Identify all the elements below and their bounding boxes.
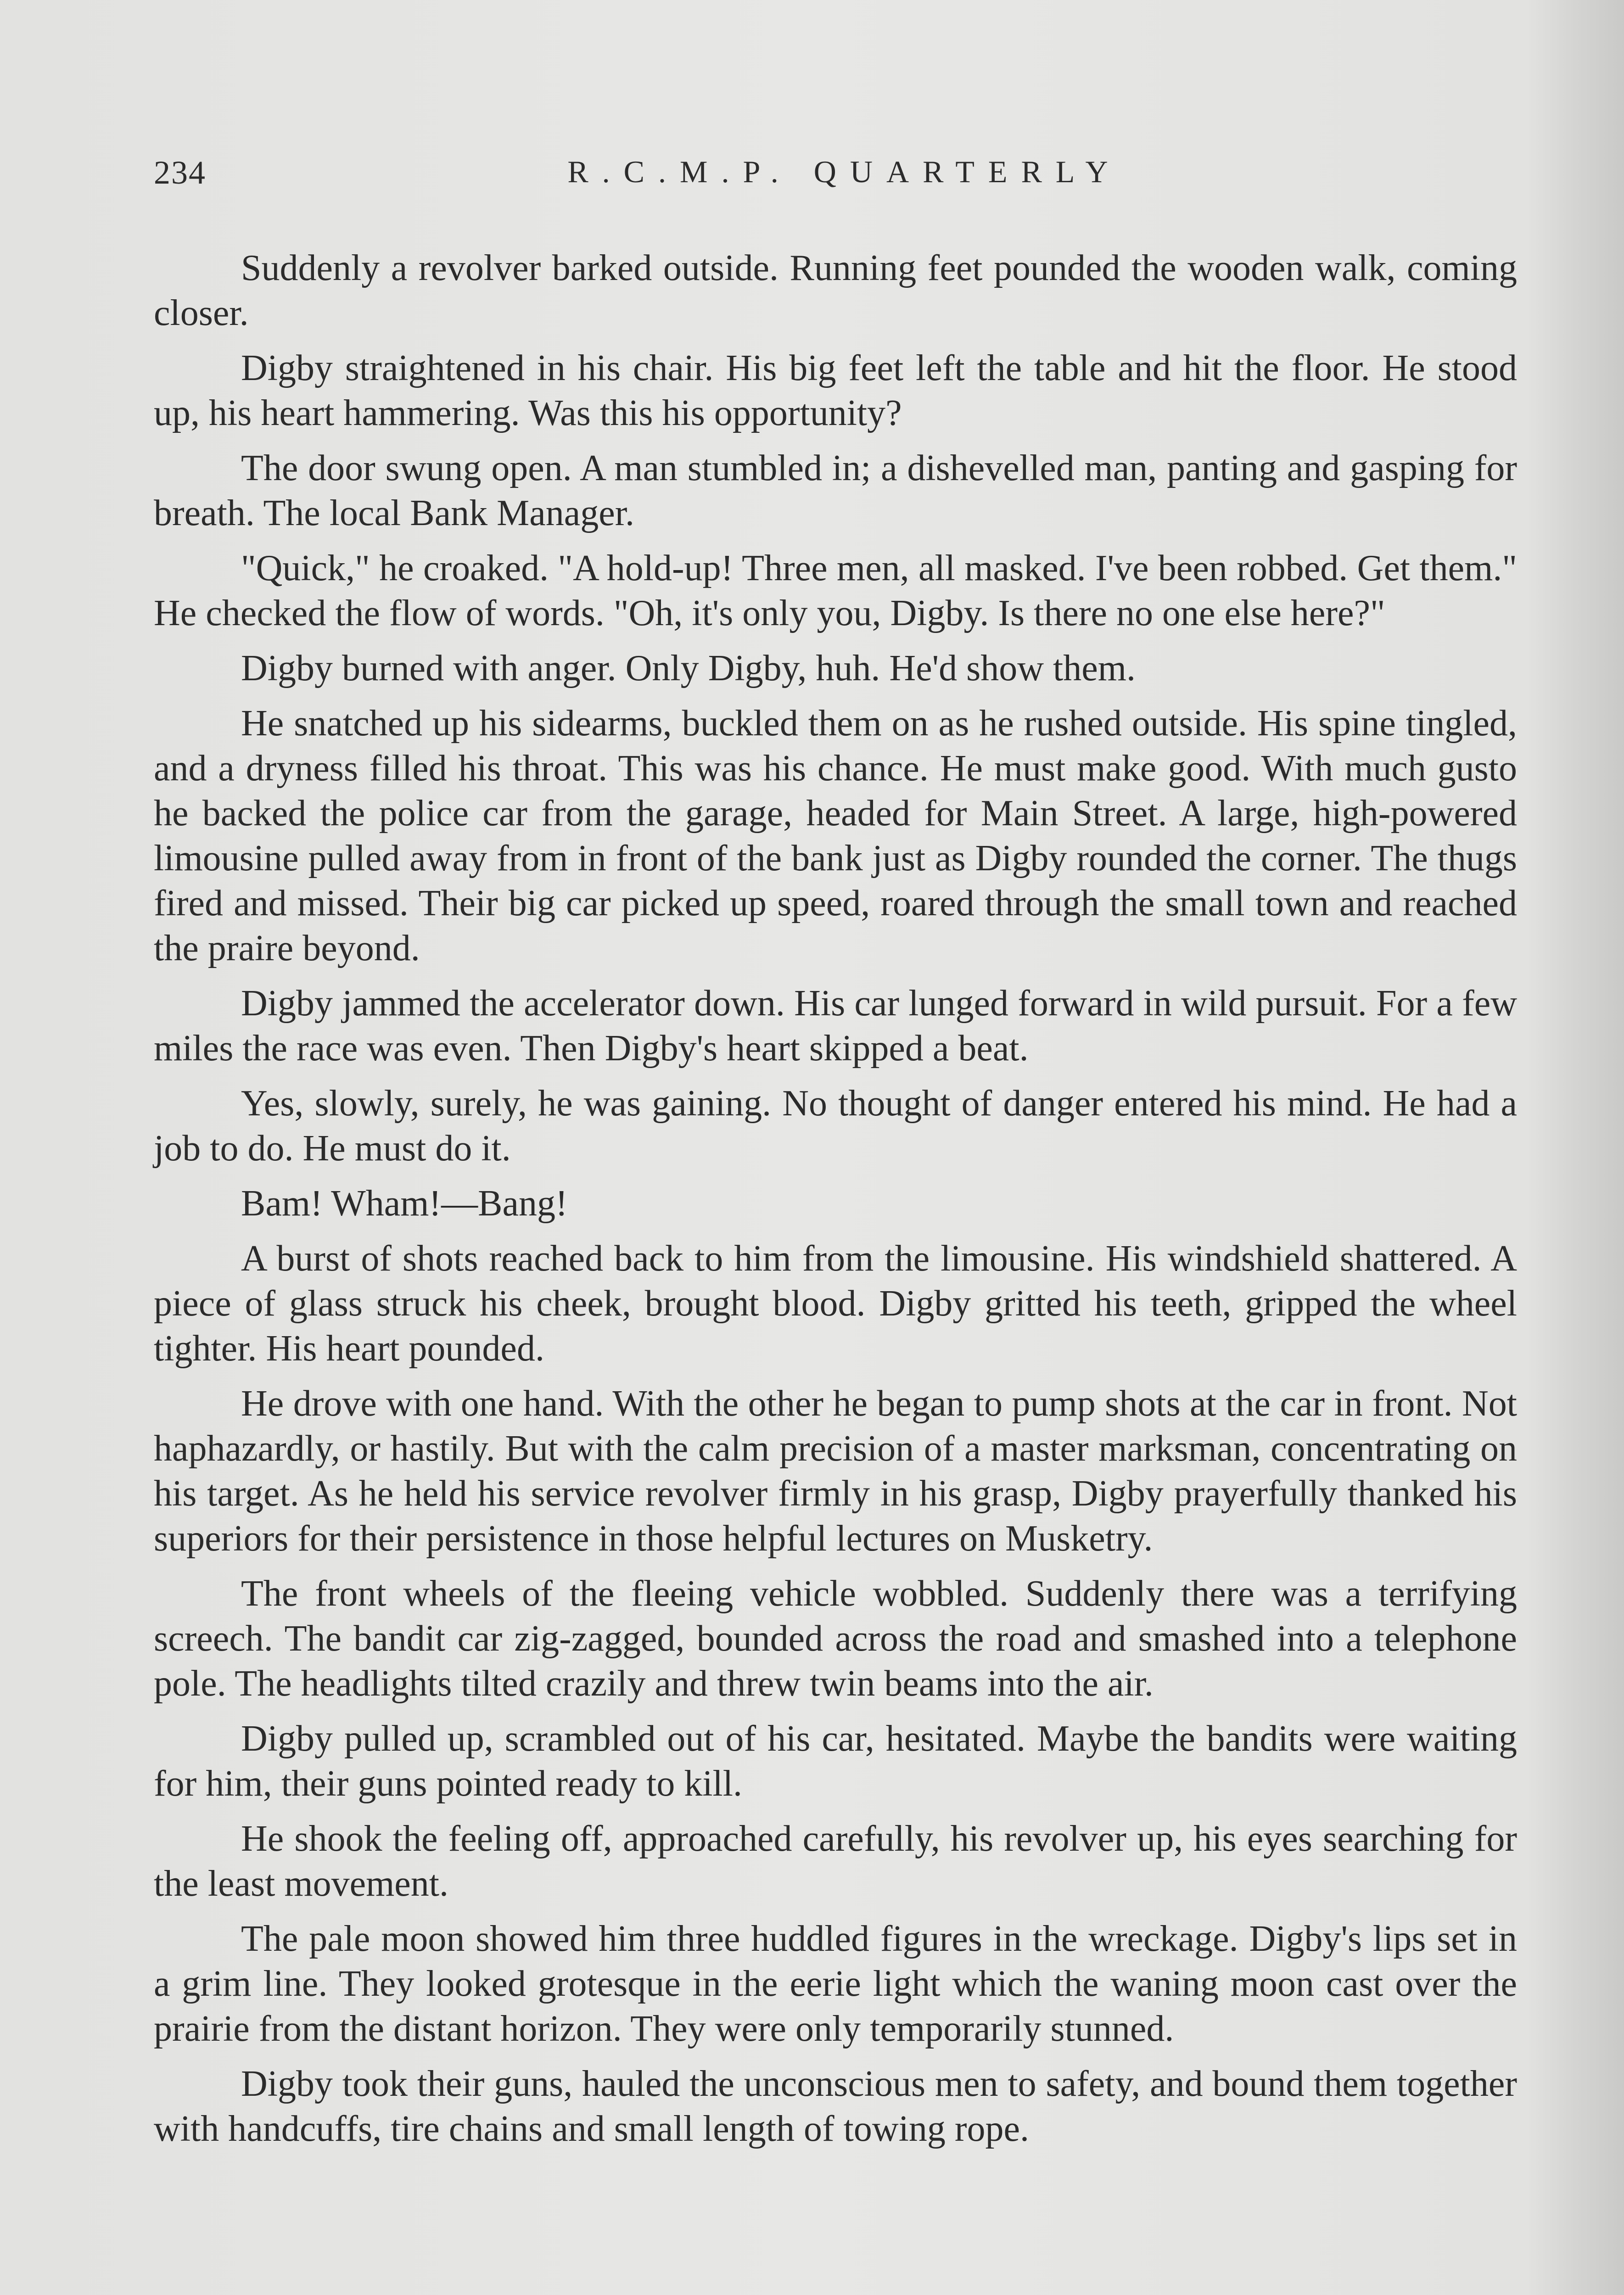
- paragraph: He shook the feeling off, approached carefully, his revolver up, his eyes searching for the least movement.: [154, 1819, 1517, 1904]
- paragraph: Bam! Wham!—Bang!: [241, 1183, 568, 1224]
- paragraph: Digby jammed the accelerator down. His car lunged forward in wild pursuit. For a few miles the race was even. Then Digby's heart skipped a beat.: [154, 983, 1517, 1069]
- paragraph: A burst of shots reached back to him from the limousine. His windshield shattered. A piece of glass struck his cheek, brought blood. Digby gritted his teeth, gripped the wheel tighter. His heart pounded.: [154, 1238, 1517, 1369]
- page-number: 234: [154, 154, 206, 191]
- running-head: [154, 154, 1517, 204]
- paragraph: He drove with one hand. With the other he began to pump shots at the car in front. Not haphazardly, or hastily. But with the calm precision of a master marksman, concentrating on his target. As he held his service revolver firmly in his grasp, Digby prayerfully thanked his superiors for their persistence in those helpful lectures on Musketry.: [154, 1383, 1517, 1559]
- paragraph: Yes, slowly, surely, he was gaining. No thought of danger entered his mind. He had a job to do. He must do it.: [154, 1083, 1517, 1169]
- paragraph: The door swung open. A man stumbled in; a dishevelled man, panting and gasping for breath. The local Bank Manager.: [154, 448, 1517, 533]
- paragraph: "Quick," he croaked. "A hold-up! Three men, all masked. I've been robbed. Get them." He checked the flow of words. "Oh, it's only you, Digby. Is there no one else here?": [154, 548, 1517, 633]
- paragraph: Digby took their guns, hauled the unconscious men to safety, and bound them together with handcuffs, tire chains and small length of towing rope.: [154, 2064, 1517, 2149]
- paragraph: Digby burned with anger. Only Digby, huh. He'd show them.: [241, 648, 1136, 688]
- article-body: [154, 246, 1517, 2161]
- paragraph: Digby straightened in his chair. His big feet left the table and hit the floor. He stood up, his heart hammering. Was this his opportunity?: [154, 348, 1517, 433]
- paragraph: Suddenly a revolver barked outside. Running feet pounded the wooden walk, coming closer.: [154, 248, 1517, 333]
- paragraph: He snatched up his sidearms, buckled them on as he rushed outside. His spine tingled, and a dryness filled his throat. This was his chance. He must make good. With much gusto he backed the police car from the garage, headed for Main Street. A large, high-powered limousine pulled away from in front of the bank just as Digby rounded the corner. The thugs fired and missed. Their big car picked up speed, roared through the small town and reached the praire beyond.: [154, 703, 1517, 968]
- paragraph: The pale moon showed him three huddled figures in the wreckage. Digby's lips set in a grim line. They looked grotesque in the eerie light which the waning moon cast over the prairie from the distant horizon. They were only temporarily stunned.: [154, 1919, 1517, 2049]
- paragraph: Digby pulled up, scrambled out of his car, hesitated. Maybe the bandits were waiting for him, their guns pointed ready to kill.: [154, 1718, 1517, 1804]
- journal-title: R.C.M.P. QUARTERLY: [567, 154, 1122, 189]
- paragraph: The front wheels of the fleeing vehicle wobbled. Suddenly there was a terrifying screech. The bandit car zig-zagged, bounded across the road and smashed into a telephone pole. The headlights tilted crazily and threw twin beams into the air.: [154, 1573, 1517, 1704]
